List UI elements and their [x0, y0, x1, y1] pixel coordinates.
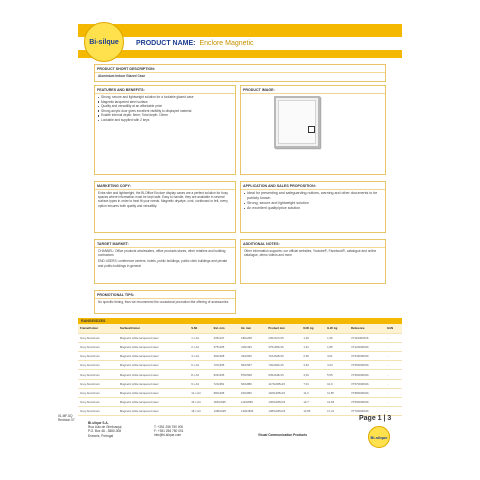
- product-image-heading: PRODUCT IMAGE:: [241, 86, 385, 94]
- table-cell: 1,36: [325, 333, 349, 342]
- table-cell: VT690000016: [349, 398, 385, 407]
- table-cell: 1,20: [301, 333, 325, 342]
- table-cell: Grey Aluminium: [78, 407, 118, 416]
- table-cell: Magnetic white lacquered steel: [118, 352, 189, 361]
- table-cell: 10,0: [325, 379, 349, 388]
- table-cell: VT650000016: [349, 361, 385, 370]
- table-cell: VT660000016: [349, 370, 385, 379]
- table-cell: VT120000016: [349, 342, 385, 351]
- table-row: [78, 398, 402, 407]
- table-cell: 375x465x15: [266, 342, 301, 351]
- table-cell: 1180x935x15: [266, 388, 301, 397]
- table-cell: 434x560: [239, 352, 266, 361]
- table-cell: 2 x A4: [189, 342, 211, 351]
- table-cell: 375x465: [212, 342, 239, 351]
- table-cell: 720x635: [212, 361, 239, 370]
- application-item: Ideal for presenting and safeguarding notices, warning and other documents to be publicly known: [241, 191, 385, 201]
- product-image-box: [240, 85, 386, 175]
- table-cell: 17,21: [325, 407, 349, 416]
- display-case-surface: [278, 100, 316, 144]
- target-market-heading: TARGET MARKET:: [95, 240, 235, 248]
- email-link[interactable]: info@bi-silque.com: [154, 433, 182, 438]
- product-name-label: PRODUCT NAME:: [136, 40, 196, 47]
- doc-code: [58, 414, 75, 422]
- doc-code-line1: 01-MF-5Q: [58, 414, 73, 418]
- spec-header: Int. mm: [239, 324, 266, 333]
- table-cell: 8 x A4: [189, 370, 211, 379]
- table-cell: 919x866: [239, 388, 266, 397]
- table-cell: -: [385, 407, 402, 416]
- table-cell: 13,65: [301, 407, 325, 416]
- brand-logo-text: Bi-silque: [89, 38, 119, 46]
- target-market-channel: CHANNEL: Office products wholesalers, office products stores, other retailers and building contractors: [98, 249, 226, 258]
- table-cell: VT680000016: [349, 388, 385, 397]
- fax-line: F: +351 256 750 001: [154, 429, 184, 434]
- address-line: P.O. Box 48 - 3880-308: [88, 429, 122, 434]
- table-row: [78, 379, 402, 388]
- table-cell: 1170x935x15: [266, 379, 301, 388]
- company-name: Bi-silque S.A.: [88, 421, 109, 425]
- features-heading: FEATURES AND BENEFITS:: [95, 86, 235, 94]
- table-cell: -: [385, 342, 402, 351]
- table-cell: 180x268: [239, 333, 266, 342]
- table-cell: Magnetic white lacquered steel: [118, 370, 189, 379]
- page-number: Page 1 | 3: [359, 415, 392, 422]
- table-cell: Grey Aluminium: [78, 388, 118, 397]
- company-contacts: [154, 425, 184, 438]
- table-cell: 980x935: [212, 388, 239, 397]
- table-row: [78, 333, 402, 342]
- spec-header: Reference: [349, 324, 385, 333]
- table-cell: VT110000016: [349, 333, 385, 342]
- table-cell: 1 x A4: [189, 333, 211, 342]
- table-cell: Magnetic white lacquered steel: [118, 361, 189, 370]
- table-cell: 11,55: [325, 388, 349, 397]
- table-cell: Magnetic white lacquered steel: [118, 388, 189, 397]
- product-name-value: Enclore Magnetic: [199, 40, 254, 47]
- table-cell: -: [385, 370, 402, 379]
- address-line: Esmoriz, Portugal: [88, 433, 114, 438]
- table-cell: -: [385, 352, 402, 361]
- promotional-heading: PROMOTIONAL TIPS:: [95, 291, 235, 299]
- spec-header: Ext. mm: [212, 324, 239, 333]
- application-item: An excellent quality/price solution: [241, 206, 385, 211]
- table-cell: 1380x935: [212, 407, 239, 416]
- table-cell: 720x951: [212, 379, 239, 388]
- table-cell: 6 x A4: [189, 361, 211, 370]
- table-cell: 15 x A4: [189, 398, 211, 407]
- marketing-box: [94, 181, 236, 233]
- application-item: Strong, secure and lightweight solution: [241, 201, 385, 206]
- table-cell: 1119x866: [239, 398, 266, 407]
- table-cell: Grey Aluminium: [78, 379, 118, 388]
- feature-item: Enable internal depth: 8mm; Total depth: 15mm: [95, 113, 235, 118]
- promotional-box: [94, 290, 236, 314]
- feature-item: Magnetic lacquered steel surface: [95, 100, 235, 105]
- table-cell: -: [385, 361, 402, 370]
- table-cell: 4 x A4: [189, 352, 211, 361]
- table-cell: 4,01: [325, 352, 349, 361]
- table-cell: VT700000016: [349, 407, 385, 416]
- short-description-heading: PRODUCT SHORT DESCRIPTION:: [95, 65, 385, 73]
- spec-header: N.W. kg: [301, 324, 325, 333]
- spec-header: G.W. kg: [325, 324, 349, 333]
- spec-header-row: [78, 324, 402, 333]
- table-cell: 710x628x15: [266, 352, 301, 361]
- feature-item: Quality and versatility at an affordable price: [95, 104, 235, 109]
- table-row: [78, 388, 402, 397]
- spec-title: RANGE/SIZES: [81, 318, 106, 323]
- table-row: [78, 361, 402, 370]
- table-cell: 663x886: [239, 379, 266, 388]
- table-cell: Grey Aluminium: [78, 333, 118, 342]
- table-cell: Grey Aluminium: [78, 352, 118, 361]
- table-cell: 11,3: [301, 388, 325, 397]
- additional-notes-heading: ADDITIONAL NOTES:: [241, 240, 385, 248]
- company-address: [88, 421, 122, 438]
- short-description-box: [94, 64, 386, 82]
- table-cell: 720x600x15: [266, 361, 301, 370]
- product-sheet-page: [58, 0, 402, 480]
- doc-code-line2: Revision 07: [58, 418, 75, 423]
- table-cell: 236x347x15: [266, 333, 301, 342]
- table-cell: Magnetic white lacquered steel: [118, 379, 189, 388]
- table-cell: 7,01: [301, 379, 325, 388]
- table-cell: 236x347: [212, 333, 239, 342]
- spec-table: [78, 324, 402, 416]
- table-cell: 5,55: [325, 370, 349, 379]
- table-cell: Magnetic white lacquered steel: [118, 407, 189, 416]
- product-name-line: [136, 40, 254, 47]
- table-cell: 2,50: [301, 352, 325, 361]
- table-cell: 12 x A4: [189, 388, 211, 397]
- table-cell: 4,03: [301, 370, 325, 379]
- table-cell: 1300x935x15: [266, 398, 301, 407]
- features-box: [94, 85, 236, 175]
- table-cell: 1,88: [325, 342, 349, 351]
- table-row: [78, 370, 402, 379]
- table-cell: Grey Aluminium: [78, 398, 118, 407]
- table-cell: Grey Aluminium: [78, 361, 118, 370]
- table-cell: 1180x935: [212, 398, 239, 407]
- feature-item: Lockable and supplied with 2 keys: [95, 118, 235, 123]
- table-cell: 663x567: [239, 361, 266, 370]
- phone-line: T: +351 256 750 000: [154, 425, 184, 429]
- short-description-text: Aluminium Indoor Glazed Case: [98, 74, 146, 78]
- table-cell: -: [385, 379, 402, 388]
- table-cell: 3,63: [301, 361, 325, 370]
- application-box: [240, 181, 386, 233]
- feature-item: Strong, secure and lightweight solution for a lockable glazed case: [95, 95, 235, 100]
- spec-header: Frame/Colour: [78, 324, 118, 333]
- brand-logo: [84, 22, 124, 62]
- table-cell: 878x568: [239, 370, 266, 379]
- table-row: [78, 352, 402, 361]
- marketing-text: Extra slim and lightweight, the Bi-Office Enclore display cases are a perfect solution for busy spaces where information must be kept safe. Easy to handle, they are available in several surface types in order to best fit your needs. Magnetic drywipe, cork, corkboard or felt, every option ensures both quality and versatility.: [98, 191, 228, 208]
- table-cell: 4,34: [325, 361, 349, 370]
- table-cell: 12,7: [301, 398, 325, 407]
- lock-icon: [308, 126, 315, 133]
- table-cell: 490x628: [212, 352, 239, 361]
- spec-header: Surface/Colour: [118, 324, 189, 333]
- table-cell: -: [385, 388, 402, 397]
- table-cell: 318x393: [239, 342, 266, 351]
- application-heading: APPLICATION AND SALES PROPOSITION:: [241, 182, 385, 190]
- marketing-heading: MARKETING COPY:: [95, 182, 235, 190]
- table-cell: -: [385, 333, 402, 342]
- table-cell: VT670000016: [349, 379, 385, 388]
- target-market-box: [94, 239, 236, 284]
- promotional-text: No specific timing, thus we recommend the occasional promotion like offering of accessories.: [98, 300, 230, 304]
- display-case-image: [274, 96, 320, 148]
- table-cell: -: [385, 398, 402, 407]
- table-row: [78, 407, 402, 416]
- spec-table-body: [78, 333, 402, 416]
- table-cell: 935x648x15: [266, 370, 301, 379]
- target-market-end-users: END USERS: conference centers, hotels, public buildings, public clerk buildings and private and public buildings in general: [98, 259, 228, 268]
- table-cell: 1,61: [301, 342, 325, 351]
- table-row: [78, 342, 402, 351]
- table-cell: 18 x A4: [189, 407, 211, 416]
- table-cell: VT640000016: [349, 352, 385, 361]
- spec-header: Product mm: [266, 324, 301, 333]
- table-cell: 1380x935x15: [266, 407, 301, 416]
- footer-logo: [368, 426, 390, 448]
- footer-tagline: Visual Communication Products: [258, 433, 308, 437]
- table-cell: Magnetic white lacquered steel: [118, 333, 189, 342]
- spec-header: EAN: [385, 324, 402, 333]
- additional-notes-text: Other information supports: our official websites, Youtube®, Facebook®, catalogue and online catalogue, demo videos and more: [244, 249, 377, 258]
- footer-logo-text: Bi-silque: [370, 434, 388, 440]
- table-cell: Grey Aluminium: [78, 370, 118, 379]
- address-line: Rua Lião de Gimbusqui,: [88, 425, 123, 430]
- table-cell: Magnetic white lacquered steel: [118, 398, 189, 407]
- table-cell: Grey Aluminium: [78, 342, 118, 351]
- additional-notes-box: [240, 239, 386, 284]
- table-cell: 933x635: [212, 370, 239, 379]
- table-cell: 1320x866: [239, 407, 266, 416]
- spec-header: S.N1: [189, 324, 211, 333]
- feature-item: Strong acrylic door gives excellent visibility to displayed material: [95, 109, 235, 114]
- table-cell: Magnetic white lacquered steel: [118, 342, 189, 351]
- table-cell: 12,83: [325, 398, 349, 407]
- table-cell: 9 x A4: [189, 379, 211, 388]
